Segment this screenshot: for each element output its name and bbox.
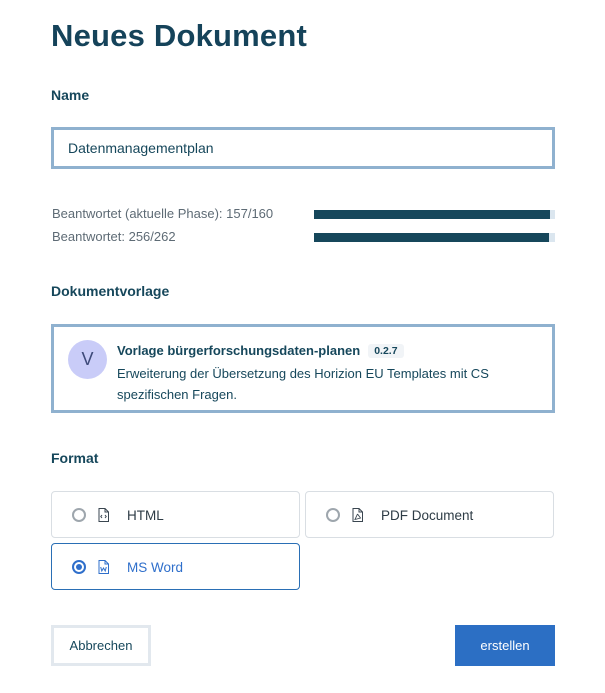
template-name-text: Vorlage bürgerforschungsdaten-planen [117, 343, 361, 358]
name-input[interactable] [51, 127, 555, 169]
format-label: Format [51, 450, 99, 466]
progress-total-fill [314, 233, 549, 242]
page-title: Neues Dokument [51, 18, 308, 53]
progress-current-phase-fill [314, 210, 550, 219]
format-option-pdf[interactable] [305, 491, 554, 538]
template-version-badge: 0.2.7 [368, 344, 403, 358]
format-label-msword: MS Word [127, 560, 184, 575]
format-label-pdf: PDF Document [381, 508, 474, 523]
file-word-icon [98, 560, 109, 574]
template-select[interactable] [51, 324, 555, 413]
format-label-html: HTML [127, 508, 164, 523]
format-option-html[interactable] [51, 491, 300, 538]
radio-pdf[interactable] [326, 508, 340, 522]
name-label: Name [51, 87, 90, 103]
cancel-button[interactable]: Abbrechen [51, 625, 151, 666]
progress-current-phase-text: Beantwortet (aktuelle Phase): 157/160 [52, 206, 274, 221]
progress-current-phase [52, 206, 555, 222]
template-name [117, 343, 404, 358]
template-avatar: V [68, 340, 107, 379]
progress-total [52, 229, 555, 245]
file-code-icon [98, 508, 109, 522]
create-button[interactable]: erstellen [455, 625, 555, 666]
radio-msword[interactable] [72, 560, 86, 574]
template-description: Erweiterung der Übersetzung des Horizion EU Templates mit CS spezifischen Fragen. [117, 366, 489, 402]
format-option-msword[interactable] [51, 543, 300, 590]
progress-total-text: Beantwortet: 256/262 [52, 229, 176, 244]
file-pdf-icon [352, 508, 363, 522]
progress-current-phase-bar [314, 210, 555, 219]
progress-total-bar [314, 233, 555, 242]
template-label: Dokumentvorlage [51, 283, 170, 299]
radio-html[interactable] [72, 508, 86, 522]
